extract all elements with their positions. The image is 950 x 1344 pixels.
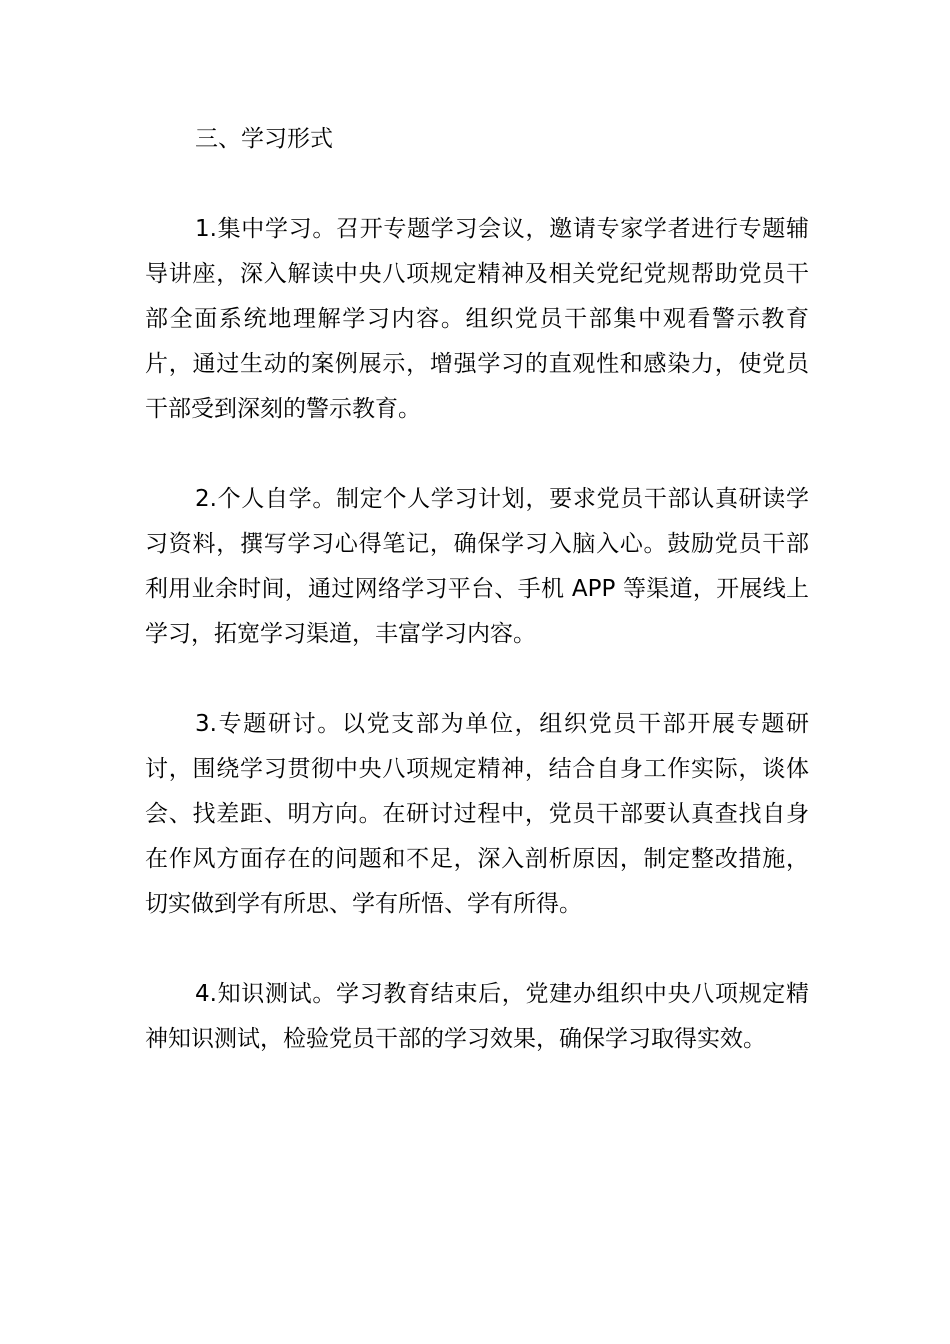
paragraph-knowledge-test: 4.知识测试。学习教育结束后，党建办组织中央八项规定精神知识测试，检验党员干部的学习效果，确保学习取得实效。 — [145, 981, 809, 1052]
document-body — [145, 117, 809, 1107]
section-heading: 三、学习形式 — [195, 126, 333, 152]
paragraph-centralized-study: 1.集中学习。召开专题学习会议，邀请专家学者进行专题辅导讲座，深入解读中央八项规定精神及相关党纪党规帮助党员干部全面系统地理解学习内容。组织党员干部集中观看警示教育片，通过生动的案例展示，增强学习的直观性和感染力，使党员干部受到深刻的警示教育。 — [145, 216, 809, 422]
paragraph-self-study: 2.个人自学。制定个人学习计划，要求党员干部认真研读学习资料，撰写学习心得笔记，确保学习入脑入心。鼓励党员干部利用业余时间，通过网络学习平台、手机 APP 等渠道，开展线上学习，拓宽学习渠道，丰富学习内容。 — [145, 486, 809, 647]
paragraph-thematic-discussion: 3.专题研讨。以党支部为单位，组织党员干部开展专题研讨，围绕学习贯彻中央八项规定精神，结合自身工作实际，谈体会、找差距、明方向。在研讨过程中，党员干部要认真查找自身在作风方面存在的问题和不足，深入剖析原因，制定整改措施，切实做到学有所思、学有所悟、学有所得。 — [145, 711, 809, 917]
